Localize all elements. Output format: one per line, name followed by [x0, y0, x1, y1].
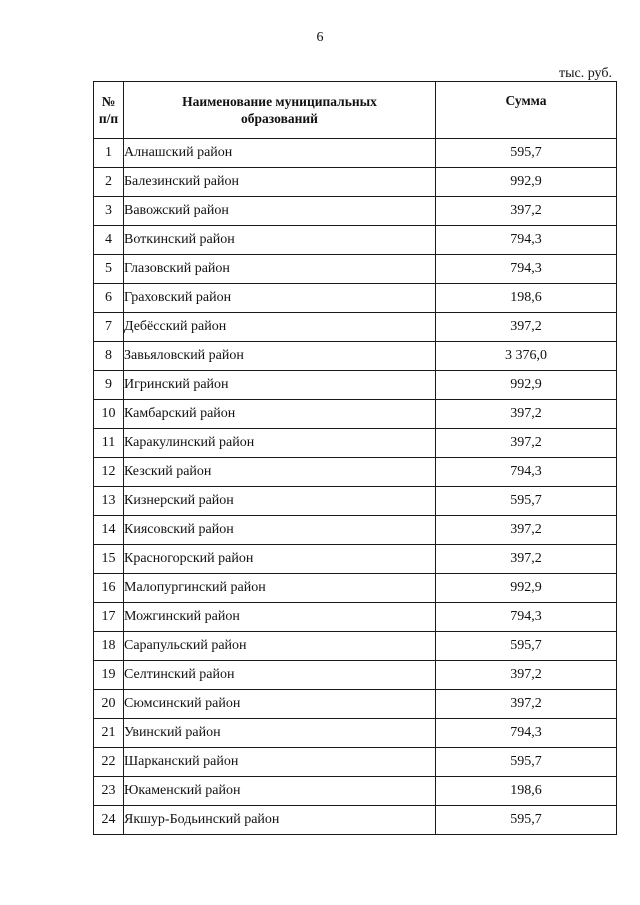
municipality-name: Киясовский район: [124, 516, 436, 545]
table-row: [94, 458, 617, 487]
table-row: [94, 516, 617, 545]
municipality-name: Кизнерский район: [124, 487, 436, 516]
amount-value: 397,2: [436, 313, 617, 342]
table-row: [94, 545, 617, 574]
amount-value: 397,2: [436, 197, 617, 226]
amount-value: 992,9: [436, 168, 617, 197]
municipality-name: Воткинский район: [124, 226, 436, 255]
table-row: [94, 168, 617, 197]
amount-value: 397,2: [436, 690, 617, 719]
amount-value: 3 376,0: [436, 342, 617, 371]
table-row: [94, 603, 617, 632]
row-number: 3: [94, 197, 124, 226]
row-number: 10: [94, 400, 124, 429]
header-number-line1: №: [101, 94, 116, 109]
table-row: [94, 197, 617, 226]
municipality-name: Каракулинский район: [124, 429, 436, 458]
header-amount: Сумма: [436, 82, 617, 139]
table-row: [94, 574, 617, 603]
table-row: [94, 400, 617, 429]
table-row: [94, 777, 617, 806]
amount-value: 397,2: [436, 545, 617, 574]
row-number: 8: [94, 342, 124, 371]
table-row: [94, 748, 617, 777]
row-number: 20: [94, 690, 124, 719]
table-row: [94, 139, 617, 168]
municipality-name: Селтинский район: [124, 661, 436, 690]
amount-value: 397,2: [436, 661, 617, 690]
row-number: 21: [94, 719, 124, 748]
header-name: [124, 82, 436, 139]
row-number: 19: [94, 661, 124, 690]
amount-value: 397,2: [436, 429, 617, 458]
amount-value: 992,9: [436, 574, 617, 603]
row-number: 4: [94, 226, 124, 255]
amount-value: 198,6: [436, 777, 617, 806]
table-row: [94, 284, 617, 313]
amount-value: 397,2: [436, 400, 617, 429]
municipality-name: Юкаменский район: [124, 777, 436, 806]
municipality-name: Алнашский район: [124, 139, 436, 168]
row-number: 9: [94, 371, 124, 400]
municipality-name: Игринский район: [124, 371, 436, 400]
table-row: [94, 632, 617, 661]
row-number: 15: [94, 545, 124, 574]
municipality-name: Увинский район: [124, 719, 436, 748]
table-row: [94, 719, 617, 748]
municipality-name: Граховский район: [124, 284, 436, 313]
amount-value: 595,7: [436, 139, 617, 168]
municipality-name: Якшур-Бодьинский район: [124, 806, 436, 835]
municipality-name: Сюмсинский район: [124, 690, 436, 719]
table-row: [94, 487, 617, 516]
amount-value: 595,7: [436, 748, 617, 777]
amount-value: 595,7: [436, 487, 617, 516]
row-number: 24: [94, 806, 124, 835]
header-number-line2: п/п: [98, 111, 119, 126]
row-number: 11: [94, 429, 124, 458]
row-number: 12: [94, 458, 124, 487]
amount-value: 198,6: [436, 284, 617, 313]
table-row: [94, 255, 617, 284]
municipality-name: Балезинский район: [124, 168, 436, 197]
municipality-name: Завьяловский район: [124, 342, 436, 371]
amount-value: 794,3: [436, 255, 617, 284]
row-number: 6: [94, 284, 124, 313]
amount-value: 992,9: [436, 371, 617, 400]
municipality-name: Малопургинский район: [124, 574, 436, 603]
table-row: [94, 226, 617, 255]
amount-value: 794,3: [436, 458, 617, 487]
row-number: 16: [94, 574, 124, 603]
row-number: 13: [94, 487, 124, 516]
municipality-name: Дебёсский район: [124, 313, 436, 342]
municipality-name: Камбарский район: [124, 400, 436, 429]
row-number: 2: [94, 168, 124, 197]
municipality-name: Кезский район: [124, 458, 436, 487]
amount-value: 595,7: [436, 632, 617, 661]
row-number: 14: [94, 516, 124, 545]
table-row: [94, 313, 617, 342]
amount-value: 595,7: [436, 806, 617, 835]
row-number: 22: [94, 748, 124, 777]
table-row: [94, 342, 617, 371]
row-number: 23: [94, 777, 124, 806]
row-number: 5: [94, 255, 124, 284]
municipality-name: Глазовский район: [124, 255, 436, 284]
table-row: [94, 806, 617, 835]
header-name-line2: образований: [241, 111, 318, 126]
municipal-amounts-table: [93, 81, 617, 835]
header-number: [94, 82, 124, 139]
municipality-name: Шарканский район: [124, 748, 436, 777]
row-number: 1: [94, 139, 124, 168]
municipality-name: Сарапульский район: [124, 632, 436, 661]
amount-value: 397,2: [436, 516, 617, 545]
municipality-name: Можгинский район: [124, 603, 436, 632]
amount-value: 794,3: [436, 719, 617, 748]
table-row: [94, 690, 617, 719]
page-number: 6: [316, 30, 324, 45]
table-header-row: [94, 82, 617, 139]
table-row: [94, 371, 617, 400]
header-name-line1: Наименование муниципальных: [182, 94, 377, 109]
table-body: [94, 139, 617, 835]
table-row: [94, 429, 617, 458]
row-number: 18: [94, 632, 124, 661]
units-label: тыс. руб.: [559, 66, 612, 81]
municipality-name: Вавожский район: [124, 197, 436, 226]
row-number: 7: [94, 313, 124, 342]
table-row: [94, 661, 617, 690]
row-number: 17: [94, 603, 124, 632]
municipality-name: Красногорский район: [124, 545, 436, 574]
amount-value: 794,3: [436, 226, 617, 255]
amount-value: 794,3: [436, 603, 617, 632]
